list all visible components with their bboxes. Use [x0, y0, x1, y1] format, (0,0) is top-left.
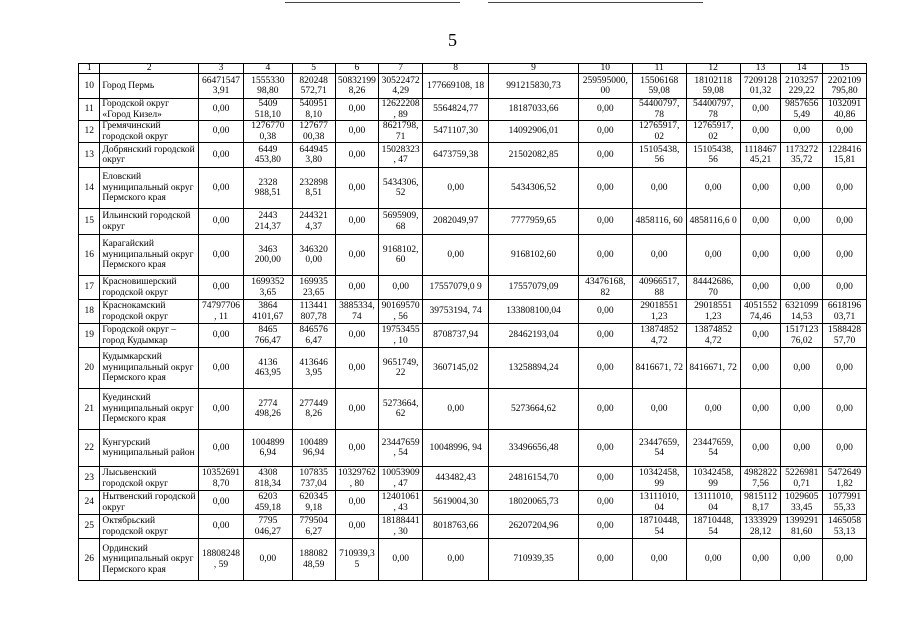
value-cell-9: 13258894,24 [489, 348, 579, 389]
value-cell-11: 0,00 [632, 168, 686, 209]
value-cell-9: 17557079,09 [489, 276, 579, 300]
value-cell-13: 4982822 7,56 [740, 467, 781, 491]
value-cell-8: 5471107,30 [423, 121, 489, 143]
value-cell-4: 4136 463,95 [243, 348, 292, 389]
table-row [79, 324, 867, 348]
value-cell-13: 1333929 28,12 [740, 515, 781, 539]
value-cell-12: 4858116,6 0 [686, 209, 740, 235]
row-number-cell: 20 [79, 348, 100, 389]
value-cell-8: 0,00 [423, 168, 489, 209]
top-rule-left [285, 2, 460, 3]
value-cell-15: 1588428 57,70 [823, 324, 867, 348]
value-cell-4: 3463 200,00 [243, 235, 292, 276]
value-cell-6: 0,00 [335, 121, 379, 143]
value-cell-13: 0,00 [740, 539, 781, 581]
value-cell-7: 15028323, 47 [379, 143, 423, 168]
value-cell-7: 5434306, 52 [379, 168, 423, 209]
value-cell-6: 0,00 [335, 209, 379, 235]
value-cell-6: 710939,35 [335, 539, 379, 581]
value-cell-4: 5409 518,10 [243, 99, 292, 121]
value-cell-8: 443482,43 [423, 467, 489, 491]
value-cell-10: 0,00 [578, 300, 632, 324]
column-number-4: 4 [243, 64, 292, 74]
value-cell-8: 0,00 [423, 539, 489, 581]
value-cell-4: 1555330 98,80 [243, 74, 292, 99]
column-number-13: 13 [740, 64, 781, 74]
value-cell-5: 346320 0,00 [292, 235, 335, 276]
value-cell-13: 0,00 [740, 121, 781, 143]
value-cell-6: 3885334, 74 [335, 300, 379, 324]
row-number-cell: 19 [79, 324, 100, 348]
row-number-cell: 23 [79, 467, 100, 491]
value-cell-8: 8708737,94 [423, 324, 489, 348]
value-cell-6: 0,00 [335, 235, 379, 276]
value-cell-8: 0,00 [423, 235, 489, 276]
value-cell-12: 29018551 1,23 [686, 300, 740, 324]
territory-name-cell: Городской округ – город Кудымкар [100, 324, 199, 348]
value-cell-13: 7209128 01,32 [740, 74, 781, 99]
column-number-15: 15 [823, 64, 867, 74]
row-number-cell: 13 [79, 143, 100, 168]
value-cell-12: 0,00 [686, 539, 740, 581]
value-cell-9: 710939,35 [489, 539, 579, 581]
value-cell-4: 2443 214,37 [243, 209, 292, 235]
table-row [79, 539, 867, 581]
value-cell-10: 0,00 [578, 389, 632, 430]
value-cell-9: 5434306,52 [489, 168, 579, 209]
value-cell-6: 0,00 [335, 324, 379, 348]
value-cell-3: 0,00 [199, 491, 244, 515]
value-cell-6: 0,00 [335, 143, 379, 168]
value-cell-7: 90169570, 56 [379, 300, 423, 324]
value-cell-9: 14092906,01 [489, 121, 579, 143]
column-number-row [79, 64, 867, 74]
value-cell-11: 23447659, 54 [632, 430, 686, 467]
value-cell-4: 1004899 6,94 [243, 430, 292, 467]
value-cell-14: 0,00 [781, 121, 823, 143]
value-cell-11: 54400797, 78 [632, 99, 686, 121]
value-cell-9: 18020065,73 [489, 491, 579, 515]
value-cell-5: 540951 8,10 [292, 99, 335, 121]
value-cell-5: 620345 9,18 [292, 491, 335, 515]
value-cell-13: 0,00 [740, 276, 781, 300]
value-cell-3: 0,00 [199, 276, 244, 300]
value-cell-8: 2082049,97 [423, 209, 489, 235]
value-cell-15: 0,00 [823, 430, 867, 467]
value-cell-12: 8416671, 72 [686, 348, 740, 389]
value-cell-11: 18710448, 54 [632, 515, 686, 539]
value-cell-15: 0,00 [823, 389, 867, 430]
value-cell-3: 0,00 [199, 324, 244, 348]
value-cell-13: 0,00 [740, 324, 781, 348]
table-row [79, 389, 867, 430]
value-cell-6: 0,00 [335, 491, 379, 515]
value-cell-12: 0,00 [686, 235, 740, 276]
value-cell-10: 259595000, 00 [578, 74, 632, 99]
value-cell-3: 0,00 [199, 348, 244, 389]
table-row [79, 491, 867, 515]
value-cell-9: 7777959,65 [489, 209, 579, 235]
value-cell-5: 277449 8,26 [292, 389, 335, 430]
value-cell-3: 18808248, 59 [199, 539, 244, 581]
value-cell-11: 29018551 1,23 [632, 300, 686, 324]
table-row [79, 276, 867, 300]
column-number-5: 5 [292, 64, 335, 74]
value-cell-15: 1465058 53,13 [823, 515, 867, 539]
value-cell-11: 13874852 4,72 [632, 324, 686, 348]
value-cell-10: 0,00 [578, 348, 632, 389]
page-number: 5 [448, 30, 457, 50]
value-cell-15: 0,00 [823, 209, 867, 235]
value-cell-12: 23447659, 54 [686, 430, 740, 467]
value-cell-8: 5619004,30 [423, 491, 489, 515]
value-cell-3: 0,00 [199, 430, 244, 467]
value-cell-5: 846576 6,47 [292, 324, 335, 348]
top-rule-right [488, 2, 703, 3]
value-cell-13: 0,00 [740, 99, 781, 121]
value-cell-9: 21502082,85 [489, 143, 579, 168]
value-cell-15: 5472649 1,82 [823, 467, 867, 491]
value-cell-11: 12765917, 02 [632, 121, 686, 143]
value-cell-13: 0,00 [740, 430, 781, 467]
value-cell-7: 9651749, 22 [379, 348, 423, 389]
row-number-cell: 22 [79, 430, 100, 467]
value-cell-4: 2774 498,26 [243, 389, 292, 430]
row-number-cell: 11 [79, 99, 100, 121]
value-cell-6: 0,00 [335, 515, 379, 539]
value-cell-10: 0,00 [578, 430, 632, 467]
value-cell-7: 0,00 [379, 276, 423, 300]
column-number-10: 10 [578, 64, 632, 74]
value-cell-7: 19753455, 10 [379, 324, 423, 348]
value-cell-7: 0,00 [379, 539, 423, 581]
row-number-cell: 18 [79, 300, 100, 324]
value-cell-8: 6473759,38 [423, 143, 489, 168]
value-cell-6: 0,00 [335, 99, 379, 121]
value-cell-14: 0,00 [781, 276, 823, 300]
value-cell-7: 12622208, 89 [379, 99, 423, 121]
column-number-6: 6 [335, 64, 379, 74]
value-cell-3: 0,00 [199, 209, 244, 235]
value-cell-8: 0,00 [423, 389, 489, 430]
value-cell-5: 113441 807,78 [292, 300, 335, 324]
value-cell-12: 12765917, 02 [686, 121, 740, 143]
value-cell-3: 0,00 [199, 99, 244, 121]
value-cell-4: 2328 988,51 [243, 168, 292, 209]
table-row [79, 235, 867, 276]
value-cell-9: 24816154,70 [489, 467, 579, 491]
value-cell-15: 2202109 795,80 [823, 74, 867, 99]
value-cell-15: 0,00 [823, 121, 867, 143]
value-cell-13: 0,00 [740, 168, 781, 209]
value-cell-5: 127677 00,38 [292, 121, 335, 143]
value-cell-5: 107835 737,04 [292, 467, 335, 491]
value-cell-6: 50832199 8,26 [335, 74, 379, 99]
territory-name-cell: Карагайский муниципальный округ Пермского края [100, 235, 199, 276]
value-cell-14: 0,00 [781, 430, 823, 467]
table-row [79, 121, 867, 143]
table-row [79, 300, 867, 324]
value-cell-15: 0,00 [823, 348, 867, 389]
value-cell-9: 33496656,48 [489, 430, 579, 467]
value-cell-10: 0,00 [578, 491, 632, 515]
value-cell-14: 5226981 0,71 [781, 467, 823, 491]
value-cell-9: 26207204,96 [489, 515, 579, 539]
value-cell-14: 1029605 33,45 [781, 491, 823, 515]
value-cell-12: 13111010, 04 [686, 491, 740, 515]
value-cell-13: 0,00 [740, 348, 781, 389]
table-row [79, 143, 867, 168]
value-cell-8: 17557079,0 9 [423, 276, 489, 300]
row-number-cell: 21 [79, 389, 100, 430]
value-cell-8: 5564824,77 [423, 99, 489, 121]
value-cell-12: 13874852 4,72 [686, 324, 740, 348]
value-cell-13: 0,00 [740, 235, 781, 276]
value-cell-13: 9815112 8,17 [740, 491, 781, 515]
value-cell-12: 84442686, 70 [686, 276, 740, 300]
value-cell-4: 7795 046,27 [243, 515, 292, 539]
value-cell-8: 8018763,66 [423, 515, 489, 539]
value-cell-8: 177669108, 18 [423, 74, 489, 99]
value-cell-3: 10352691 8,70 [199, 467, 244, 491]
value-cell-6: 0,00 [335, 168, 379, 209]
value-cell-10: 0,00 [578, 209, 632, 235]
table-row [79, 99, 867, 121]
value-cell-15: 0,00 [823, 276, 867, 300]
value-cell-8: 39753194, 74 [423, 300, 489, 324]
row-number-cell: 14 [79, 168, 100, 209]
row-number-cell: 10 [79, 74, 100, 99]
table-row [79, 430, 867, 467]
column-number-7: 7 [379, 64, 423, 74]
value-cell-6: 0,00 [335, 430, 379, 467]
value-cell-10: 0,00 [578, 467, 632, 491]
row-number-cell: 15 [79, 209, 100, 235]
value-cell-6: 10329762, 80 [335, 467, 379, 491]
row-number-cell: 24 [79, 491, 100, 515]
value-cell-11: 4858116, 60 [632, 209, 686, 235]
value-cell-15: 1228416 15,81 [823, 143, 867, 168]
value-cell-11: 15506168 59,08 [632, 74, 686, 99]
value-cell-9: 28462193,04 [489, 324, 579, 348]
value-cell-14: 0,00 [781, 209, 823, 235]
value-cell-3: 0,00 [199, 515, 244, 539]
value-cell-14: 6321099 14,53 [781, 300, 823, 324]
value-cell-10: 0,00 [578, 143, 632, 168]
value-cell-14: 0,00 [781, 168, 823, 209]
territory-name-cell: Город Пермь [100, 74, 199, 99]
value-cell-7: 5695909, 68 [379, 209, 423, 235]
territory-name-cell: Кунгурский муниципальный район [100, 430, 199, 467]
value-cell-13: 0,00 [740, 389, 781, 430]
value-cell-12: 18710448, 54 [686, 515, 740, 539]
value-cell-11: 10342458, 99 [632, 467, 686, 491]
value-cell-15: 0,00 [823, 168, 867, 209]
value-cell-14: 0,00 [781, 235, 823, 276]
territory-name-cell: Ильинский городской округ [100, 209, 199, 235]
table-row [79, 348, 867, 389]
value-cell-14: 1517123 76,02 [781, 324, 823, 348]
table-row [79, 74, 867, 99]
value-cell-12: 0,00 [686, 389, 740, 430]
value-cell-10: 0,00 [578, 515, 632, 539]
territory-name-cell: Еловский муниципальный округ Пермского края [100, 168, 199, 209]
value-cell-10: 0,00 [578, 99, 632, 121]
value-cell-13: 0,00 [740, 209, 781, 235]
value-cell-12: 54400797, 78 [686, 99, 740, 121]
table-row [79, 168, 867, 209]
value-cell-15: 0,00 [823, 235, 867, 276]
value-cell-5: 644945 3,80 [292, 143, 335, 168]
value-cell-10: 0,00 [578, 121, 632, 143]
value-cell-15: 1077991 55,33 [823, 491, 867, 515]
value-cell-5: 244321 4,37 [292, 209, 335, 235]
value-cell-3: 0,00 [199, 121, 244, 143]
value-cell-10: 0,00 [578, 539, 632, 581]
value-cell-11: 40966517, 88 [632, 276, 686, 300]
value-cell-3: 0,00 [199, 143, 244, 168]
value-cell-12: 18102118 59,08 [686, 74, 740, 99]
value-cell-10: 0,00 [578, 168, 632, 209]
column-number-8: 8 [423, 64, 489, 74]
value-cell-12: 15105438, 56 [686, 143, 740, 168]
column-number-11: 11 [632, 64, 686, 74]
value-cell-15: 6618196 03,71 [823, 300, 867, 324]
row-number-cell: 26 [79, 539, 100, 581]
value-cell-13: 1118467 45,21 [740, 143, 781, 168]
value-cell-15: 1032091 40,86 [823, 99, 867, 121]
value-cell-7: 23447659, 54 [379, 430, 423, 467]
value-cell-5: 232898 8,51 [292, 168, 335, 209]
value-cell-7: 8621798, 71 [379, 121, 423, 143]
territory-name-cell: Добрянский городской округ [100, 143, 199, 168]
value-cell-9: 991215830,73 [489, 74, 579, 99]
value-cell-14: 9857656 5,49 [781, 99, 823, 121]
territory-name-cell: Гремячинский городской округ [100, 121, 199, 143]
row-number-cell: 25 [79, 515, 100, 539]
row-number-cell: 16 [79, 235, 100, 276]
value-cell-7: 18188441, 30 [379, 515, 423, 539]
value-cell-14: 1399291 81,60 [781, 515, 823, 539]
value-cell-12: 10342458, 99 [686, 467, 740, 491]
value-cell-9: 5273664,62 [489, 389, 579, 430]
value-cell-15: 0,00 [823, 539, 867, 581]
territory-name-cell: Кудымкарский муниципальный округ Пермского края [100, 348, 199, 389]
column-number-3: 3 [199, 64, 244, 74]
value-cell-4: 1276770 0,38 [243, 121, 292, 143]
value-cell-7: 10053909, 47 [379, 467, 423, 491]
value-cell-4: 6449 453,80 [243, 143, 292, 168]
value-cell-11: 15105438, 56 [632, 143, 686, 168]
value-cell-7: 12401061, 43 [379, 491, 423, 515]
value-cell-3: 74797706, 11 [199, 300, 244, 324]
value-cell-5: 169935 23,65 [292, 276, 335, 300]
value-cell-9: 9168102,60 [489, 235, 579, 276]
territory-name-cell: Ординский муниципальный округ Пермского края [100, 539, 199, 581]
value-cell-8: 3607145,02 [423, 348, 489, 389]
value-cell-10: 0,00 [578, 235, 632, 276]
value-cell-14: 0,00 [781, 539, 823, 581]
value-cell-9: 18187033,66 [489, 99, 579, 121]
value-cell-14: 0,00 [781, 348, 823, 389]
value-cell-10: 43476168, 82 [578, 276, 632, 300]
column-number-2: 2 [100, 64, 199, 74]
value-cell-6: 0,00 [335, 276, 379, 300]
value-cell-4: 4308 818,34 [243, 467, 292, 491]
territory-name-cell: Нытвенский городской округ [100, 491, 199, 515]
value-cell-9: 133808100,04 [489, 300, 579, 324]
value-cell-12: 0,00 [686, 168, 740, 209]
value-cell-5: 779504 6,27 [292, 515, 335, 539]
column-number-9: 9 [489, 64, 579, 74]
value-cell-3: 66471547 3,91 [199, 74, 244, 99]
table-row [79, 467, 867, 491]
value-cell-7: 9168102, 60 [379, 235, 423, 276]
territory-name-cell: Куединский муниципальный округ Пермского края [100, 389, 199, 430]
value-cell-14: 2103257 229,22 [781, 74, 823, 99]
value-cell-11: 8416671, 72 [632, 348, 686, 389]
value-cell-10: 0,00 [578, 324, 632, 348]
column-number-14: 14 [781, 64, 823, 74]
table-row [79, 209, 867, 235]
value-cell-5: 413646 3,95 [292, 348, 335, 389]
value-cell-14: 1173272 35,72 [781, 143, 823, 168]
table-row [79, 515, 867, 539]
value-cell-3: 0,00 [199, 235, 244, 276]
row-number-cell: 12 [79, 121, 100, 143]
value-cell-11: 0,00 [632, 539, 686, 581]
territory-name-cell: Городской округ «Город Кизел» [100, 99, 199, 121]
value-cell-5: 820248 572,71 [292, 74, 335, 99]
value-cell-8: 10048996, 94 [423, 430, 489, 467]
value-cell-6: 0,00 [335, 348, 379, 389]
column-number-12: 12 [686, 64, 740, 74]
territory-name-cell: Краснокамский городской округ [100, 300, 199, 324]
column-number-1: 1 [79, 64, 100, 74]
value-cell-3: 0,00 [199, 168, 244, 209]
value-cell-7: 5273664, 62 [379, 389, 423, 430]
value-cell-5: 188082 48,59 [292, 539, 335, 581]
row-number-cell: 17 [79, 276, 100, 300]
value-cell-11: 0,00 [632, 389, 686, 430]
territory-name-cell: Красновишерский городской округ [100, 276, 199, 300]
value-cell-13: 4051552 74,46 [740, 300, 781, 324]
data-table [78, 63, 867, 581]
value-cell-4: 0,00 [243, 539, 292, 581]
value-cell-4: 6203 459,18 [243, 491, 292, 515]
territory-name-cell: Лысьвенский городской округ [100, 467, 199, 491]
value-cell-4: 8465 766,47 [243, 324, 292, 348]
territory-name-cell: Октябрьский городской округ [100, 515, 199, 539]
value-cell-3: 0,00 [199, 389, 244, 430]
value-cell-4: 3864 4101,67 [243, 300, 292, 324]
value-cell-11: 13111010, 04 [632, 491, 686, 515]
value-cell-4: 1699352 3,65 [243, 276, 292, 300]
value-cell-11: 0,00 [632, 235, 686, 276]
value-cell-7: 30522472 4,29 [379, 74, 423, 99]
value-cell-5: 100489 96,94 [292, 430, 335, 467]
value-cell-6: 0,00 [335, 389, 379, 430]
value-cell-14: 0,00 [781, 389, 823, 430]
